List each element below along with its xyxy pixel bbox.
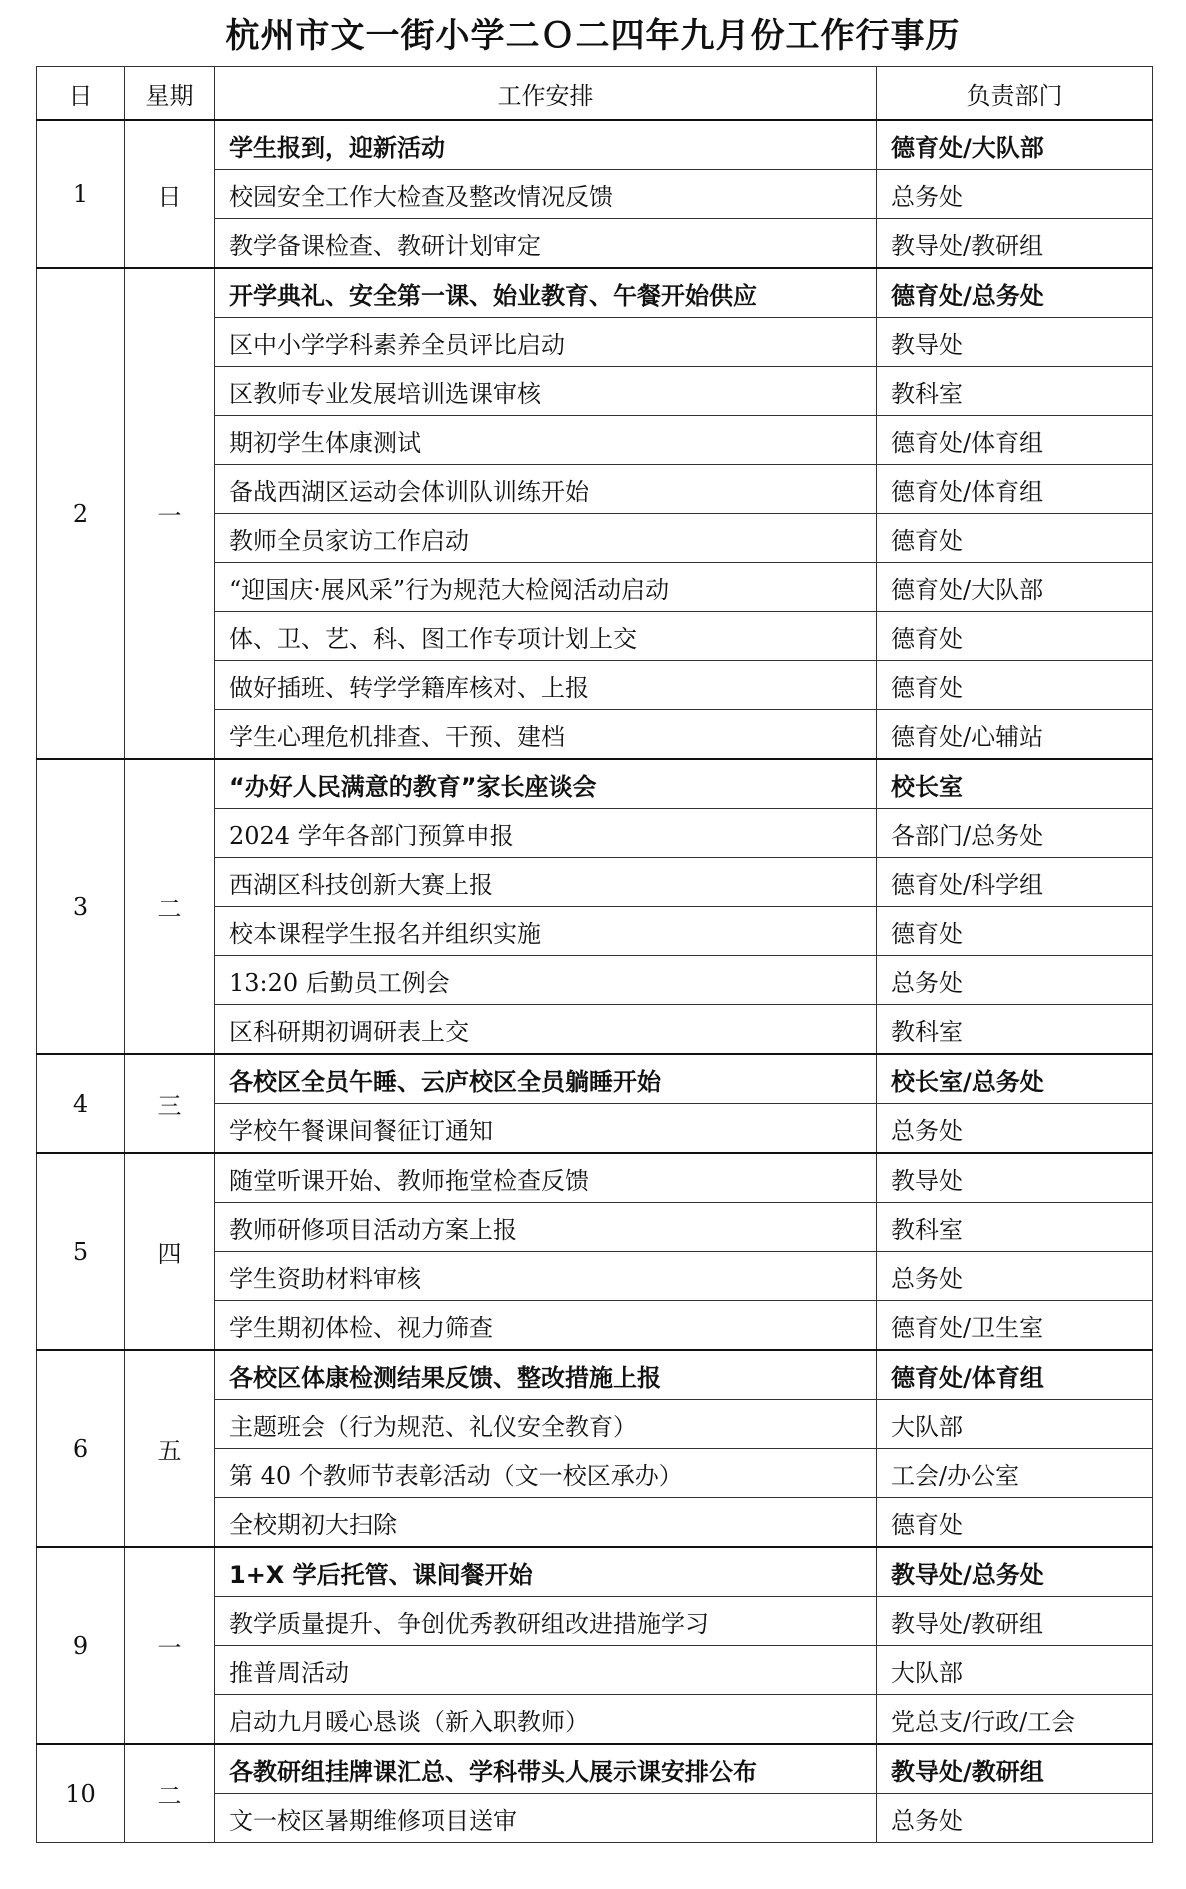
- task-cell: 各教研组挂牌课汇总、学科带头人展示课安排公布: [215, 1744, 877, 1794]
- task-cell: 教学备课检查、教研计划审定: [215, 219, 877, 269]
- header-department: 负责部门: [877, 67, 1153, 121]
- task-cell: 西湖区科技创新大赛上报: [215, 858, 877, 907]
- table-header-row: [37, 67, 1153, 121]
- task-cell: 做好插班、转学学籍库核对、上报: [215, 661, 877, 710]
- weekday-cell: 一: [125, 268, 215, 759]
- department-cell: 教导处/教研组: [877, 1597, 1153, 1646]
- task-cell: 区中小学学科素养全员评比启动: [215, 318, 877, 367]
- department-cell: 教导处/教研组: [877, 1744, 1153, 1794]
- task-cell: 教学质量提升、争创优秀教研组改进措施学习: [215, 1597, 877, 1646]
- department-cell: 各部门/总务处: [877, 809, 1153, 858]
- weekday-cell: 二: [125, 759, 215, 1054]
- task-cell: 第 40 个教师节表彰活动（文一校区承办）: [215, 1449, 877, 1498]
- task-cell: 13:20 后勤员工例会: [215, 956, 877, 1005]
- department-cell: 德育处/总务处: [877, 268, 1153, 318]
- department-cell: 德育处/卫生室: [877, 1301, 1153, 1351]
- task-cell: “迎国庆·展风采”行为规范大检阅活动启动: [215, 563, 877, 612]
- department-cell: 总务处: [877, 956, 1153, 1005]
- department-cell: 党总支/行政/工会: [877, 1695, 1153, 1745]
- table-row: [37, 1350, 1153, 1400]
- weekday-cell: 日: [125, 120, 215, 268]
- task-cell: 校园安全工作大检查及整改情况反馈: [215, 170, 877, 219]
- department-cell: 德育处/体育组: [877, 1350, 1153, 1400]
- department-cell: 总务处: [877, 1794, 1153, 1843]
- department-cell: 德育处: [877, 661, 1153, 710]
- day-cell: 4: [37, 1054, 125, 1153]
- schedule-body: [37, 120, 1153, 1843]
- table-row: [37, 1054, 1153, 1104]
- department-cell: 德育处: [877, 907, 1153, 956]
- department-cell: 总务处: [877, 1252, 1153, 1301]
- department-cell: 德育处: [877, 1498, 1153, 1548]
- table-row: [37, 120, 1153, 170]
- weekday-cell: 三: [125, 1054, 215, 1153]
- department-cell: 德育处/大队部: [877, 120, 1153, 170]
- task-cell: 区科研期初调研表上交: [215, 1005, 877, 1055]
- weekday-cell: 四: [125, 1153, 215, 1350]
- department-cell: 德育处/体育组: [877, 465, 1153, 514]
- department-cell: 德育处/大队部: [877, 563, 1153, 612]
- department-cell: 校长室: [877, 759, 1153, 809]
- department-cell: 教导处: [877, 318, 1153, 367]
- table-row: [37, 1744, 1153, 1794]
- task-cell: 1+X 学后托管、课间餐开始: [215, 1547, 877, 1597]
- department-cell: 教科室: [877, 367, 1153, 416]
- header-task: 工作安排: [215, 67, 877, 121]
- task-cell: 学生报到，迎新活动: [215, 120, 877, 170]
- task-cell: 期初学生体康测试: [215, 416, 877, 465]
- task-cell: 2024 学年各部门预算申报: [215, 809, 877, 858]
- weekday-cell: 二: [125, 1744, 215, 1843]
- task-cell: 学生期初体检、视力筛查: [215, 1301, 877, 1351]
- department-cell: 教导处/教研组: [877, 219, 1153, 269]
- task-cell: 全校期初大扫除: [215, 1498, 877, 1548]
- department-cell: 德育处/心辅站: [877, 710, 1153, 760]
- page-title: 杭州市文一街小学二Ｏ二四年九月份工作行事历: [225, 16, 961, 56]
- task-cell: 学生心理危机排查、干预、建档: [215, 710, 877, 760]
- task-cell: 备战西湖区运动会体训队训练开始: [215, 465, 877, 514]
- department-cell: 教导处: [877, 1153, 1153, 1203]
- schedule-table: [36, 66, 1153, 1843]
- department-cell: 德育处: [877, 612, 1153, 661]
- table-row: [37, 1153, 1153, 1203]
- day-cell: 5: [37, 1153, 125, 1350]
- task-cell: 各校区体康检测结果反馈、整改措施上报: [215, 1350, 877, 1400]
- department-cell: 德育处/科学组: [877, 858, 1153, 907]
- task-cell: 校本课程学生报名并组织实施: [215, 907, 877, 956]
- table-row: [37, 759, 1153, 809]
- department-cell: 德育处: [877, 514, 1153, 563]
- header-weekday: 星期: [125, 67, 215, 121]
- table-row: [37, 1547, 1153, 1597]
- day-cell: 1: [37, 120, 125, 268]
- header-day: 日: [37, 67, 125, 121]
- day-cell: 6: [37, 1350, 125, 1547]
- task-cell: 学校午餐课间餐征订通知: [215, 1104, 877, 1154]
- department-cell: 教科室: [877, 1005, 1153, 1055]
- day-cell: 3: [37, 759, 125, 1054]
- task-cell: 随堂听课开始、教师拖堂检查反馈: [215, 1153, 877, 1203]
- department-cell: 大队部: [877, 1400, 1153, 1449]
- task-cell: 主题班会（行为规范、礼仪安全教育）: [215, 1400, 877, 1449]
- day-cell: 2: [37, 268, 125, 759]
- day-cell: 10: [37, 1744, 125, 1843]
- department-cell: 校长室/总务处: [877, 1054, 1153, 1104]
- weekday-cell: 一: [125, 1547, 215, 1744]
- task-cell: 各校区全员午睡、云庐校区全员躺睡开始: [215, 1054, 877, 1104]
- department-cell: 德育处/体育组: [877, 416, 1153, 465]
- task-cell: 启动九月暖心恳谈（新入职教师）: [215, 1695, 877, 1745]
- day-cell: 9: [37, 1547, 125, 1744]
- department-cell: 工会/办公室: [877, 1449, 1153, 1498]
- task-cell: 学生资助材料审核: [215, 1252, 877, 1301]
- task-cell: 开学典礼、安全第一课、始业教育、午餐开始供应: [215, 268, 877, 318]
- department-cell: 总务处: [877, 170, 1153, 219]
- task-cell: 体、卫、艺、科、图工作专项计划上交: [215, 612, 877, 661]
- table-row: [37, 268, 1153, 318]
- task-cell: 教师全员家访工作启动: [215, 514, 877, 563]
- task-cell: 文一校区暑期维修项目送审: [215, 1794, 877, 1843]
- department-cell: 大队部: [877, 1646, 1153, 1695]
- department-cell: 教导处/总务处: [877, 1547, 1153, 1597]
- weekday-cell: 五: [125, 1350, 215, 1547]
- task-cell: “办好人民满意的教育”家长座谈会: [215, 759, 877, 809]
- task-cell: 推普周活动: [215, 1646, 877, 1695]
- department-cell: 总务处: [877, 1104, 1153, 1154]
- task-cell: 教师研修项目活动方案上报: [215, 1203, 877, 1252]
- department-cell: 教科室: [877, 1203, 1153, 1252]
- task-cell: 区教师专业发展培训选课审核: [215, 367, 877, 416]
